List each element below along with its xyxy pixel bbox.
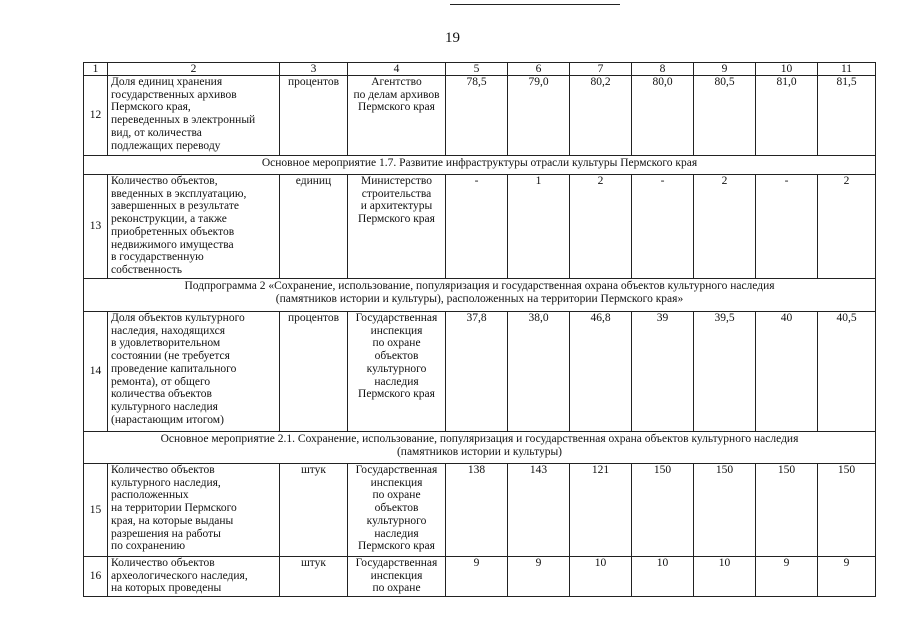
indicator-line: в удовлетворительном [111,337,221,350]
indicator-line: (нарастающим итогом) [111,413,224,426]
header-cell: 7 [570,63,632,76]
value-cell: 10 [694,557,756,597]
indicators-table [83,62,876,597]
value-cell: 39,5 [694,312,756,432]
indicator-line: количества объектов [111,388,212,401]
executor-line: и архитектуры [360,200,433,213]
executor-line: Пермского края [358,213,435,226]
value-cell: 39 [632,312,694,432]
section-row [84,156,876,175]
value-cell: 80,2 [570,76,632,156]
table-row [84,76,876,156]
indicator-line: ремонта), от общего [111,375,211,388]
value-cell: 150 [756,464,818,557]
unit-cell: штук [280,464,348,557]
header-cell: 2 [108,63,280,76]
executor-line: Агентство [371,76,422,88]
executor-line: инспекция [370,324,423,337]
section-title-line: Основное мероприятие 1.7. Развитие инфраструктуры отрасли культуры Пермского края [261,157,698,169]
executor-cell [348,557,446,597]
indicator-line: на территории Пермского [111,502,237,515]
indicator-name [108,557,280,597]
section-title-line: Основное мероприятие 2.1. Сохранение, использование, популяризация и государственная охрана объектов культурного наследия [160,433,799,445]
executor-line: инспекция [370,476,423,489]
executor-line: по делам архивов [353,88,440,101]
indicator-name [108,464,280,557]
indicator-line: реконструкции, а также [111,213,227,226]
value-cell: 79,0 [508,76,570,156]
value-cell: 9 [756,557,818,597]
value-cell: 78,5 [446,76,508,156]
indicator-line: состоянии (не требуется [111,350,230,363]
executor-line: Пермского края [358,101,435,114]
indicator-line: введенных в эксплуатацию, [111,187,247,200]
executor-line: Государственная [355,557,438,569]
executor-line: объектов [374,502,419,515]
table-row [84,557,876,597]
executor-line: по охране [372,489,421,502]
indicator-line: Доля единиц хранения [111,76,223,88]
header-cell: 10 [756,63,818,76]
value-cell: 10 [570,557,632,597]
indicator-line: завершенных в результате [111,200,239,213]
executor-line: Государственная [355,312,438,324]
value-cell: 9 [508,557,570,597]
indicator-line: культурного наследия [111,400,218,413]
indicator-name [108,312,280,432]
executor-line: наследия [374,375,419,388]
header-cell: 1 [84,63,108,76]
indicator-line: подлежащих переводу [111,139,221,152]
value-cell: 81,5 [818,76,876,156]
executor-line: Министерство [361,175,432,187]
section-title-line: Подпрограмма 2 «Сохранение, использование, популяризация и государственная охрана объектов культурного наследия [184,280,775,292]
indicator-line: в государственную [111,251,204,264]
value-cell: 150 [632,464,694,557]
indicator-line: разрешения на работы [111,527,221,540]
value-cell: 2 [818,175,876,279]
value-cell: 80,0 [632,76,694,156]
indicator-line: вид, от количества [111,126,202,139]
value-cell: - [446,175,508,279]
header-cell: 11 [818,63,876,76]
indicator-line: собственность [111,263,183,276]
section-title-line: (памятников истории и культуры), расположенных на территории Пермского края» [275,292,684,305]
section-title [84,279,876,312]
section-title [84,432,876,464]
header-cell: 5 [446,63,508,76]
indicator-line: проведение капитального [111,362,237,375]
unit-cell: процентов [280,76,348,156]
value-cell: 9 [818,557,876,597]
section-row [84,279,876,312]
top-rule [450,4,620,5]
row-number: 14 [84,312,108,432]
header-cell: 6 [508,63,570,76]
executor-line: по охране [372,337,421,350]
header-row [84,63,876,76]
section-title-line: (памятников истории и культуры) [396,445,563,458]
executor-line: строительства [361,187,432,200]
executor-line: инспекция [370,569,423,582]
indicator-line: переведенных в электронный [111,114,256,127]
header-cell: 4 [348,63,446,76]
page-number: 19 [445,30,460,46]
unit-cell: штук [280,557,348,597]
value-cell: 40 [756,312,818,432]
value-cell: 121 [570,464,632,557]
value-cell: - [756,175,818,279]
table-row [84,175,876,279]
indicator-line: Количество объектов, [111,175,218,187]
executor-line: Государственная [355,464,438,476]
executor-cell [348,175,446,279]
value-cell: 46,8 [570,312,632,432]
row-number: 15 [84,464,108,557]
value-cell: 143 [508,464,570,557]
header-cell: 3 [280,63,348,76]
value-cell: 81,0 [756,76,818,156]
indicator-line: расположенных [111,489,189,502]
table-row [84,464,876,557]
executor-line: культурного [366,362,427,375]
value-cell: 38,0 [508,312,570,432]
executor-cell [348,464,446,557]
executor-cell [348,76,446,156]
indicator-line: археологического наследия, [111,569,248,582]
section-title [84,156,876,175]
value-cell: - [632,175,694,279]
value-cell: 138 [446,464,508,557]
value-cell: 2 [694,175,756,279]
row-number: 12 [84,76,108,156]
value-cell: 37,8 [446,312,508,432]
value-cell: 9 [446,557,508,597]
indicator-name [108,76,280,156]
indicator-line: недвижимого имущества [111,238,234,251]
value-cell: 80,5 [694,76,756,156]
executor-line: наследия [374,527,419,540]
section-row [84,432,876,464]
unit-cell: процентов [280,312,348,432]
header-cell: 8 [632,63,694,76]
indicator-line: Доля объектов культурного [111,312,245,324]
executor-line: Пермского края [358,388,435,401]
value-cell: 40,5 [818,312,876,432]
unit-cell: единиц [280,175,348,279]
value-cell: 10 [632,557,694,597]
executor-line: объектов [374,350,419,363]
indicator-line: Количество объектов [111,464,215,476]
value-cell: 150 [818,464,876,557]
indicator-line: по сохранению [111,540,186,553]
row-number: 13 [84,175,108,279]
indicator-line: Количество объектов [111,557,215,569]
indicator-line: на которых проведены [111,582,222,595]
indicator-line: Пермского края, [111,101,191,114]
value-cell: 1 [508,175,570,279]
indicator-line: наследия, находящихся [111,324,226,337]
indicator-name [108,175,280,279]
value-cell: 2 [570,175,632,279]
indicator-line: края, на которые выданы [111,514,234,527]
header-cell: 9 [694,63,756,76]
executor-line: культурного [366,514,427,527]
executor-line: Пермского края [358,540,435,553]
executor-line: по охране [372,582,421,595]
table-row [84,312,876,432]
indicator-line: приобретенных объектов [111,225,235,238]
value-cell: 150 [694,464,756,557]
indicator-line: государственных архивов [111,88,237,101]
executor-cell [348,312,446,432]
indicator-line: культурного наследия, [111,476,221,489]
row-number: 16 [84,557,108,597]
